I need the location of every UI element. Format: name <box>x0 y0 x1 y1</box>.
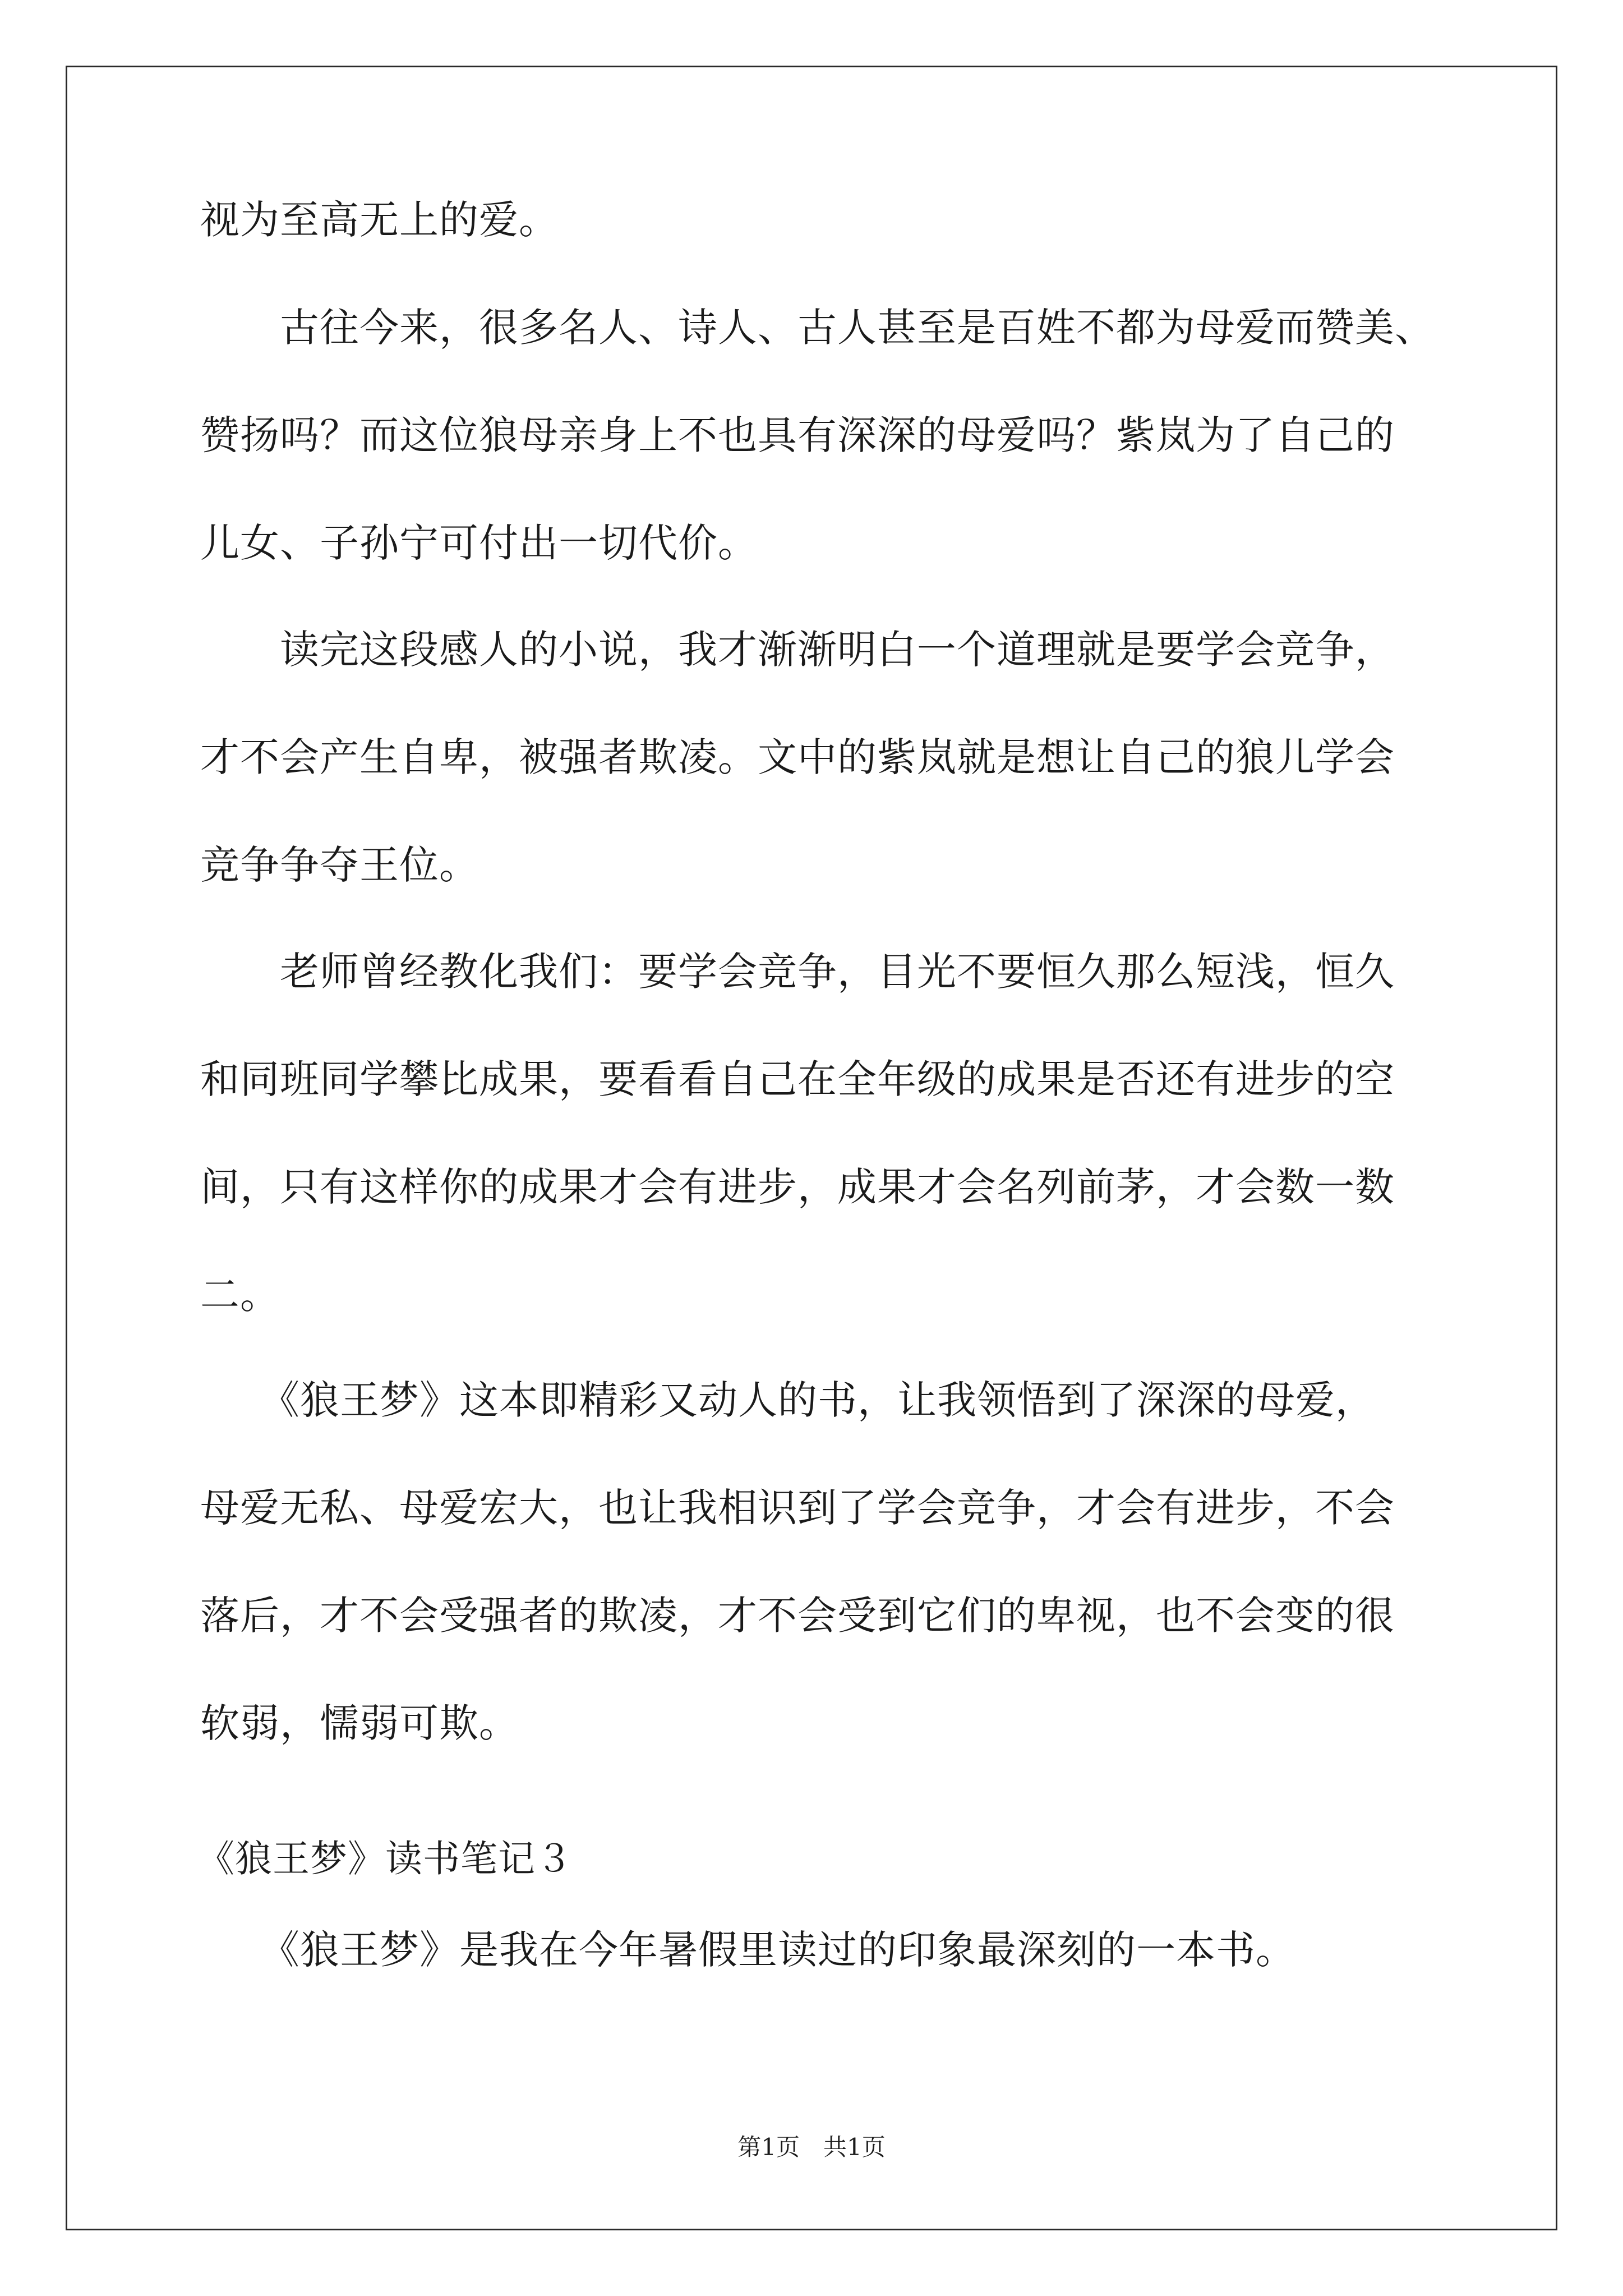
text-line: 古往今来，很多名人、诗人、古人甚至是百姓不都为母爱而赞美、 <box>200 305 1435 351</box>
paragraph-intro <box>200 1896 1490 2004</box>
text-line: 视为至高无上的爱。 <box>200 197 559 243</box>
text-line: 老师曾经教化我们：要学会竞争，目光不要恒久那么短浅，恒久 <box>200 949 1395 995</box>
text-line: 赞扬吗？而这位狼母亲身上不也具有深深的母爱吗？紫岚为了自己的 <box>200 412 1395 458</box>
paragraph-continuation <box>200 166 1490 274</box>
paragraph-mother-love <box>200 274 1490 597</box>
text-line: 读完这段感人的小说，我才渐渐明白一个道理就是要学会竞争， <box>200 627 1395 673</box>
text-line: 间，只有这样你的成果才会有进步，成果才会名列前茅，才会数一数 <box>200 1164 1395 1210</box>
text-line: 母爱无私、母爱宏大，也让我相识到了学会竞争，才会有进步，不会 <box>200 1485 1395 1531</box>
text-line: 竞争争夺王位。 <box>200 842 479 888</box>
text-line: 和同班同学攀比成果，要看看自己在全年级的成果是否还有进步的空 <box>200 1056 1395 1102</box>
text-line: 儿女、子孙宁可付出一切代价。 <box>200 520 758 566</box>
page-number-footer: 第1页 共1页 <box>737 2133 886 2161</box>
text-line: 落后，才不会受强者的欺凌，才不会受到它们的卑视，也不会变的很 <box>200 1593 1395 1639</box>
paragraph-conclusion <box>200 1346 1490 1777</box>
section-heading: 《狼王梦》读书笔记３ <box>197 1837 573 1880</box>
text-line: 《狼王梦》这本即精彩又动人的书，让我领悟到了深深的母爱， <box>200 1377 1375 1423</box>
paragraph-competition <box>200 596 1490 919</box>
text-line: 软弱，懦弱可欺。 <box>200 1700 519 1746</box>
text-line: 二。 <box>200 1272 280 1318</box>
paragraph-teacher <box>200 918 1490 1349</box>
text-line: 《狼王梦》是我在今年暑假里读过的印象最深刻的一本书。 <box>200 1927 1295 1973</box>
text-line: 才不会产生自卑，被强者欺凌。文中的紫岚就是想让自己的狼儿学会 <box>200 734 1395 780</box>
